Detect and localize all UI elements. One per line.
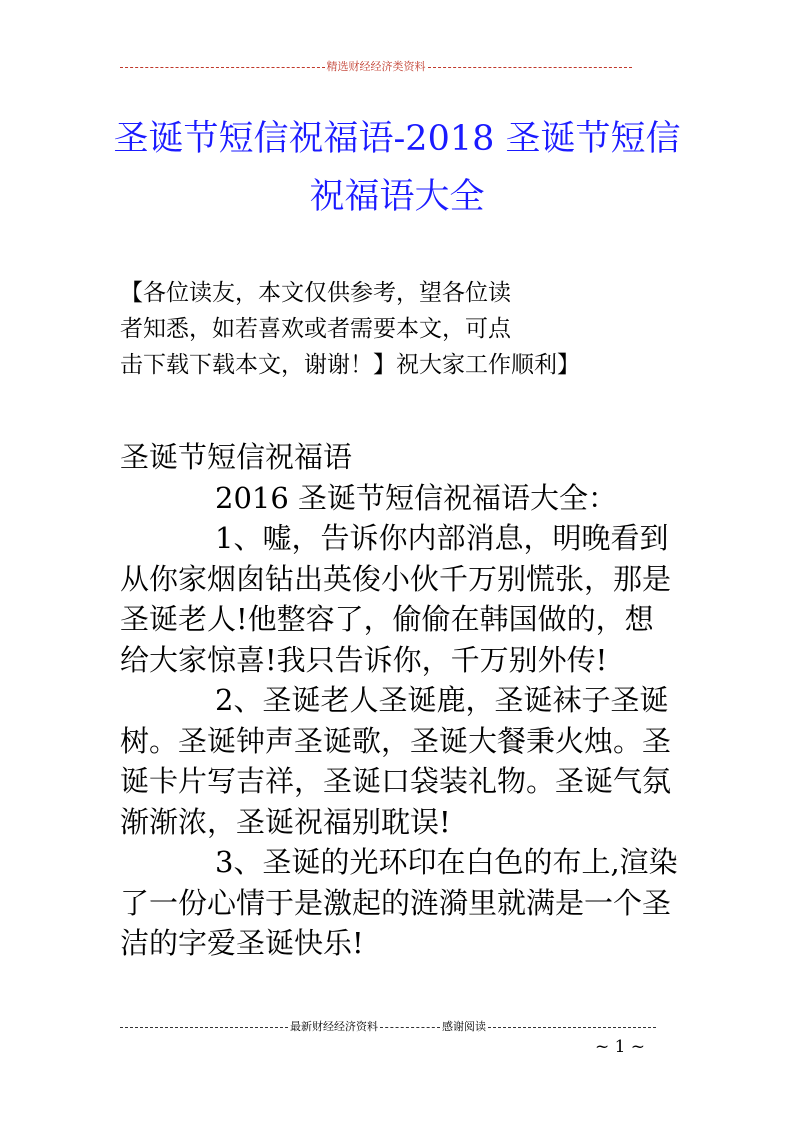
body-content (120, 437, 680, 964)
footer-dash-left (120, 1027, 288, 1028)
footer-dash-middle (380, 1027, 440, 1028)
footer-right-label: 感谢阅读 (442, 1020, 486, 1033)
footer-dash-right (488, 1027, 656, 1028)
disclaimer-line-2: 者知悉，如若喜欢或者需要本文，可点 (120, 316, 511, 342)
header-rule (120, 60, 632, 74)
header-dash-right (428, 67, 633, 68)
paragraph-1: 1、嘘，告诉你内部消息，明晚看到从你家烟囱钻出英俊小伙千万别慌张，那是圣诞老人!他整容了，偷偷在韩国做的，想给大家惊喜!我只告诉你，千万别外传! (120, 521, 672, 677)
footer-rule (120, 1020, 656, 1034)
header-dash-left (120, 67, 325, 68)
disclaimer-line-1: 【各位读友，本文仅供参考，望各位读 (120, 280, 511, 306)
page-number: ~ 1 ~ (594, 1037, 646, 1057)
header-label: 精选财经经济类资料 (326, 60, 426, 73)
subtitle: 2016 圣诞节短信祝福语大全： (215, 480, 618, 515)
disclaimer-block (120, 275, 590, 383)
page-title (100, 110, 694, 226)
title-line-2: 祝福语大全 (309, 177, 485, 217)
paragraph-3: 3、圣诞的光环印在白色的布上,渲染了一份心情于是激起的涟漪里就满是一个圣洁的字爱圣诞快乐! (120, 845, 678, 960)
disclaimer-line-3: 击下载下载本文，谢谢！】祝大家工作顺利】 (120, 352, 580, 378)
footer-left-label: 最新财经经济资料 (290, 1020, 378, 1033)
section-title: 圣诞节短信祝福语 (120, 440, 353, 474)
title-line-1: 圣诞节短信祝福语-2018 圣诞节短信 (113, 119, 681, 159)
paragraph-2: 2、圣诞老人圣诞鹿，圣诞袜子圣诞树。圣诞钟声圣诞歌，圣诞大餐秉火烛。圣诞卡片写吉祥，圣诞口袋装礼物。圣诞气氛渐渐浓，圣诞祝福别耽误! (120, 683, 672, 839)
